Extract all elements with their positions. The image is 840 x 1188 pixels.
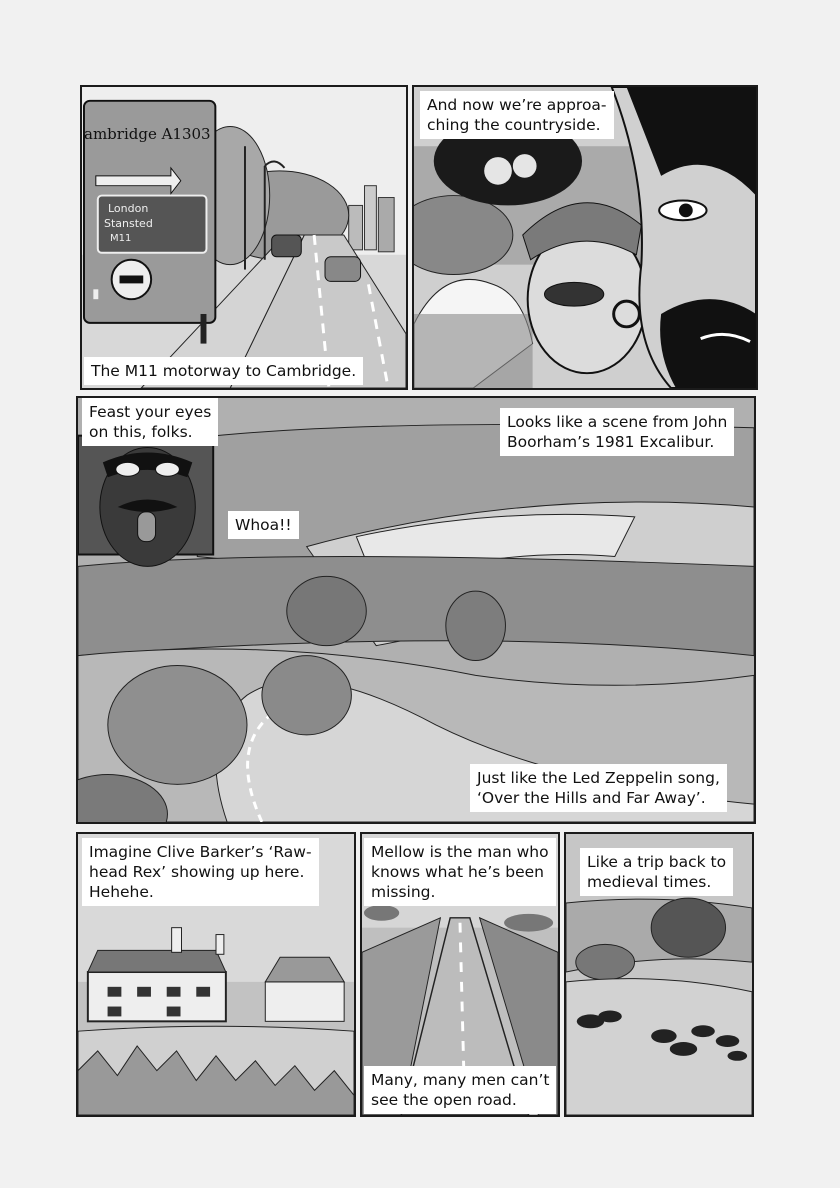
- caption-whoa: Whoa!!: [228, 511, 299, 539]
- caption-countryside: And now we’re approa- ching the countryside.: [420, 91, 614, 139]
- caption-medieval: Like a trip back to medieval times.: [580, 848, 733, 896]
- motorway-sign-inner-line2: Stansted: [104, 217, 153, 230]
- panel-open-road: [360, 832, 560, 1117]
- motorway-sign-top-text: ambridge A1303: [84, 125, 211, 143]
- caption-feast: Feast your eyes on this, folks.: [82, 398, 218, 446]
- motorway-sign-inner-line1: London: [108, 202, 149, 215]
- caption-motorway: The M11 motorway to Cambridge.: [84, 357, 363, 385]
- panel-valley: [76, 396, 756, 824]
- panel-motorway: [80, 85, 408, 390]
- valley-illustration: [78, 398, 754, 822]
- caption-excalibur: Looks like a scene from John Boorham’s 1981 Excalibur.: [500, 408, 734, 456]
- caption-open-road-top: Mellow is the man who knows what he’s been missing.: [364, 838, 556, 906]
- caption-cottage: Imagine Clive Barker’s ‘Raw- head Rex’ showing up here. Hehehe.: [82, 838, 319, 906]
- panel-medieval: [564, 832, 754, 1117]
- panel-countryside: [412, 85, 758, 390]
- panel-cottage: [76, 832, 356, 1117]
- caption-zeppelin: Just like the Led Zeppelin song, ‘Over the Hills and Far Away’.: [470, 764, 727, 812]
- motorway-sign-inner-line3: M11: [110, 233, 132, 244]
- caption-open-road-bottom: Many, many men can’t see the open road.: [364, 1066, 556, 1114]
